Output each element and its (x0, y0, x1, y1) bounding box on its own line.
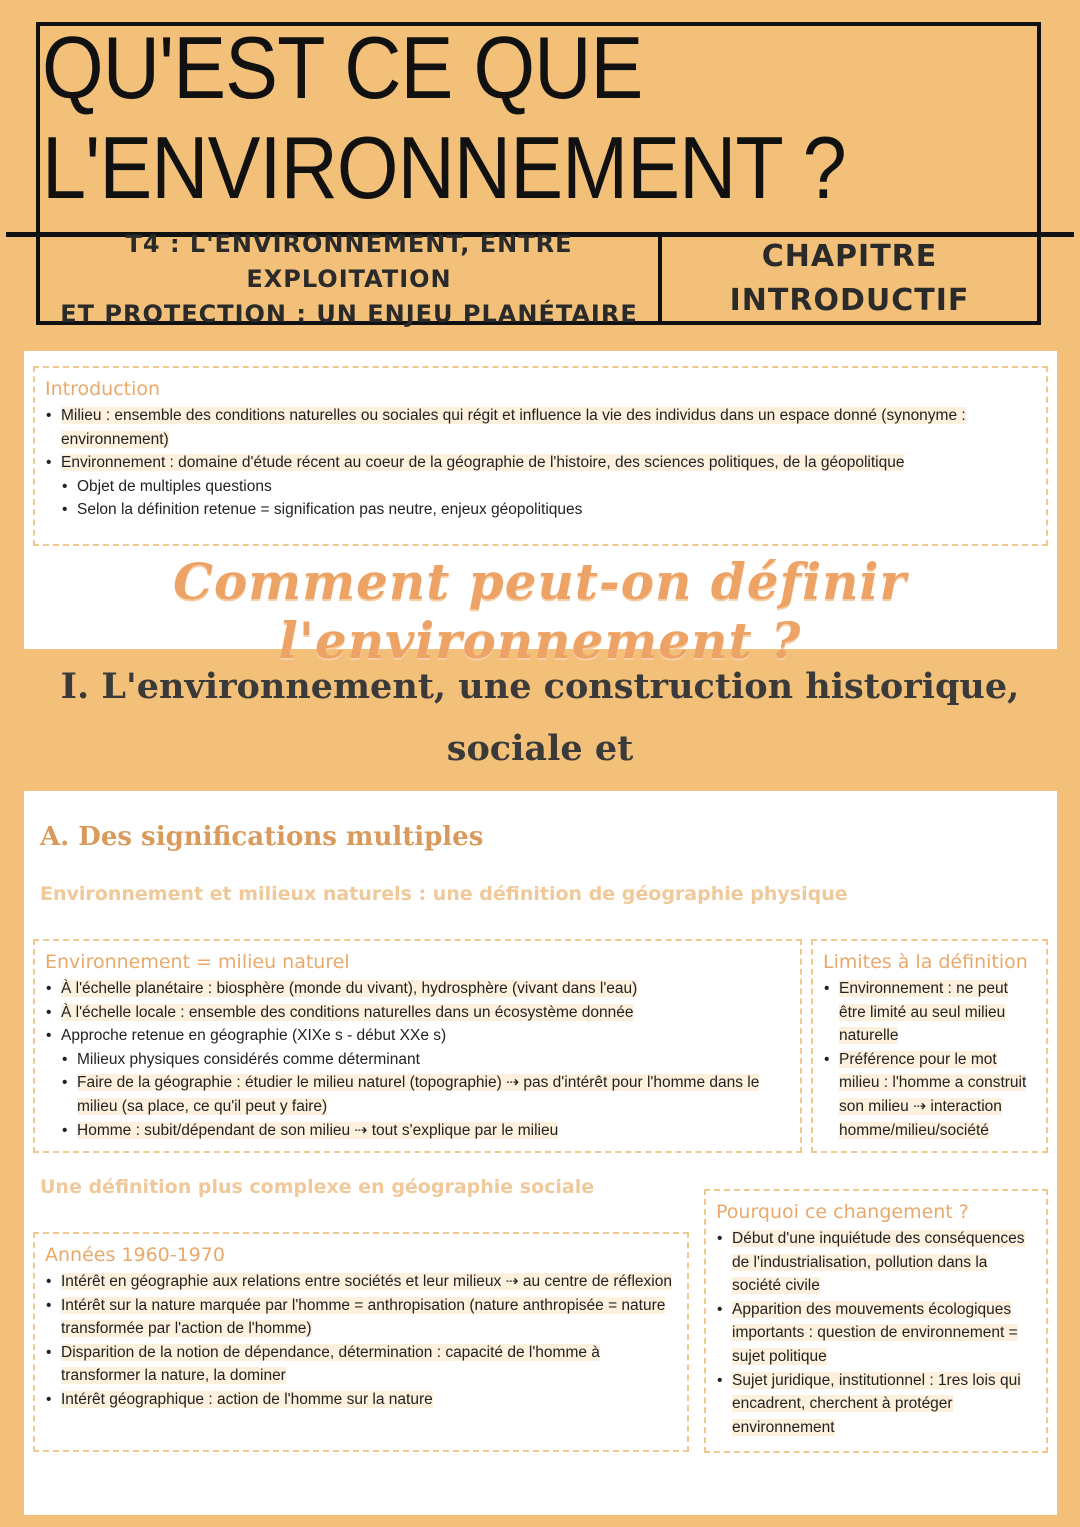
intro-box (33, 366, 1048, 546)
natural-environment-list (45, 977, 790, 1142)
subheading-social: Une définition plus complexe en géographie sociale (40, 1176, 595, 1198)
why-change-box (704, 1189, 1048, 1453)
list-item: • Faire de la géographie : étudier le milieu naturel (topographie) ⇢ pas d'intérêt pour l'homme dans le milieu (sa place, ce qu'il peut y faire) (77, 1071, 790, 1118)
intro-title: Introduction (45, 378, 161, 400)
list-item: • Apparition des mouvements écologiques importants : question de environnement = sujet politique (732, 1298, 1038, 1369)
subheading-physical: Environnement et milieux naturels : une définition de géographie physique (40, 883, 848, 905)
definition-limits-list (823, 977, 1038, 1142)
chapter-banner (658, 237, 1041, 325)
list-item: • Début d'une inquiétude des conséquences de l'industrialisation, pollution dans la société civile (732, 1227, 1038, 1298)
page-title-line2: L'ENVIRONNEMENT ? (42, 118, 846, 217)
list-item: • Milieu : ensemble des conditions naturelles ou sociales qui régit et influence la vie des individus dans un espace donné (synonyme : environnement) (61, 404, 1036, 451)
subsection-title: A. Des significations multiples (40, 822, 484, 852)
page-title (42, 18, 846, 218)
list-item: • Intérêt géographique : action de l'homme sur la nature (61, 1388, 677, 1412)
list-item: • Disparition de la notion de dépendance, détermination : capacité de l'homme à transformer la nature, la dominer (61, 1341, 677, 1388)
list-item: • À l'échelle planétaire : biosphère (monde du vivant), hydrosphère (vivant dans l'eau) (61, 977, 790, 1001)
section-title-line1: I. L'environnement, une construction historique, sociale et (60, 666, 1020, 769)
list-item: • Environnement : ne peut être limité au seul milieu naturelle (839, 977, 1038, 1048)
definition-limits-box (811, 939, 1048, 1153)
years-list (45, 1270, 677, 1412)
list-item: • Intérêt en géographie aux relations entre sociétés et leur milieux ⇢ au centre de réflexion (61, 1270, 677, 1294)
box-title: Environnement = milieu naturel (45, 951, 350, 973)
intro-sublist (61, 475, 1036, 522)
key-question: Comment peut-on définir l'environnement ? (173, 552, 907, 670)
list-item: • Approche retenue en géographie (XIXe s - début XXe s) • Milieux physiques considérés comme déterminant • Faire de la géographie : étudier le milieu naturel (topographie) ⇢ pas d'intérêt pour l'homme dans le milieu (sa place, ce qu'il peut y faire) • Homme : subit/dépendant de son milieu ⇢ tout s'explique par le milieu (61, 1024, 790, 1142)
natural-environment-box (33, 939, 802, 1153)
list-item: • Sujet juridique, institutionnel : 1res lois qui encadrent, cherchent à protéger environnement (732, 1369, 1038, 1440)
chapter-line1: CHAPITRE (761, 239, 938, 274)
box-title: Limites à la définition (823, 951, 1028, 973)
box-title: Années 1960-1970 (45, 1244, 225, 1266)
natural-environment-sublist (61, 1048, 790, 1142)
list-item: • Objet de multiples questions (77, 475, 1036, 499)
list-item: • Environnement : domaine d'étude récent au coeur de la géographie de l'histoire, des sciences politiques, de la géopolitique • Objet de multiples questions • Selon la définition retenue = signification pas neutre, enjeux géopolitiques (61, 451, 1036, 522)
list-item: • Selon la définition retenue = signification pas neutre, enjeux géopolitiques (77, 498, 1036, 522)
why-change-list (716, 1227, 1038, 1439)
list-item: • À l'échelle locale : ensemble des conditions naturelles dans un écosystème donnée (61, 1001, 790, 1025)
intro-list (45, 404, 1036, 522)
list-item: • Préférence pour le mot milieu : l'homme a construit son milieu ⇢ interaction homme/milieu/société (839, 1048, 1038, 1142)
theme-banner (36, 229, 662, 328)
list-item: • Milieux physiques considérés comme déterminant (77, 1048, 790, 1072)
box-title: Pourquoi ce changement ? (716, 1201, 969, 1223)
list-item: • Homme : subit/dépendant de son milieu ⇢ tout s'explique par le milieu (77, 1119, 790, 1143)
theme-line1: T4 : L'ENVIRONNEMENT, ENTRE EXPLOITATION (125, 229, 573, 293)
theme-line2: ET PROTECTION : UN ENJEU PLANÉTAIRE (60, 299, 638, 328)
chapter-line2: INTRODUCTIF (729, 283, 970, 318)
years-1960-1970-box (33, 1232, 689, 1452)
page-title-line1: QU'EST CE QUE (42, 18, 643, 117)
list-item: • Intérêt sur la nature marquée par l'homme = anthropisation (nature anthropisée = nature transformée par l'action de l'homme) (61, 1294, 677, 1341)
